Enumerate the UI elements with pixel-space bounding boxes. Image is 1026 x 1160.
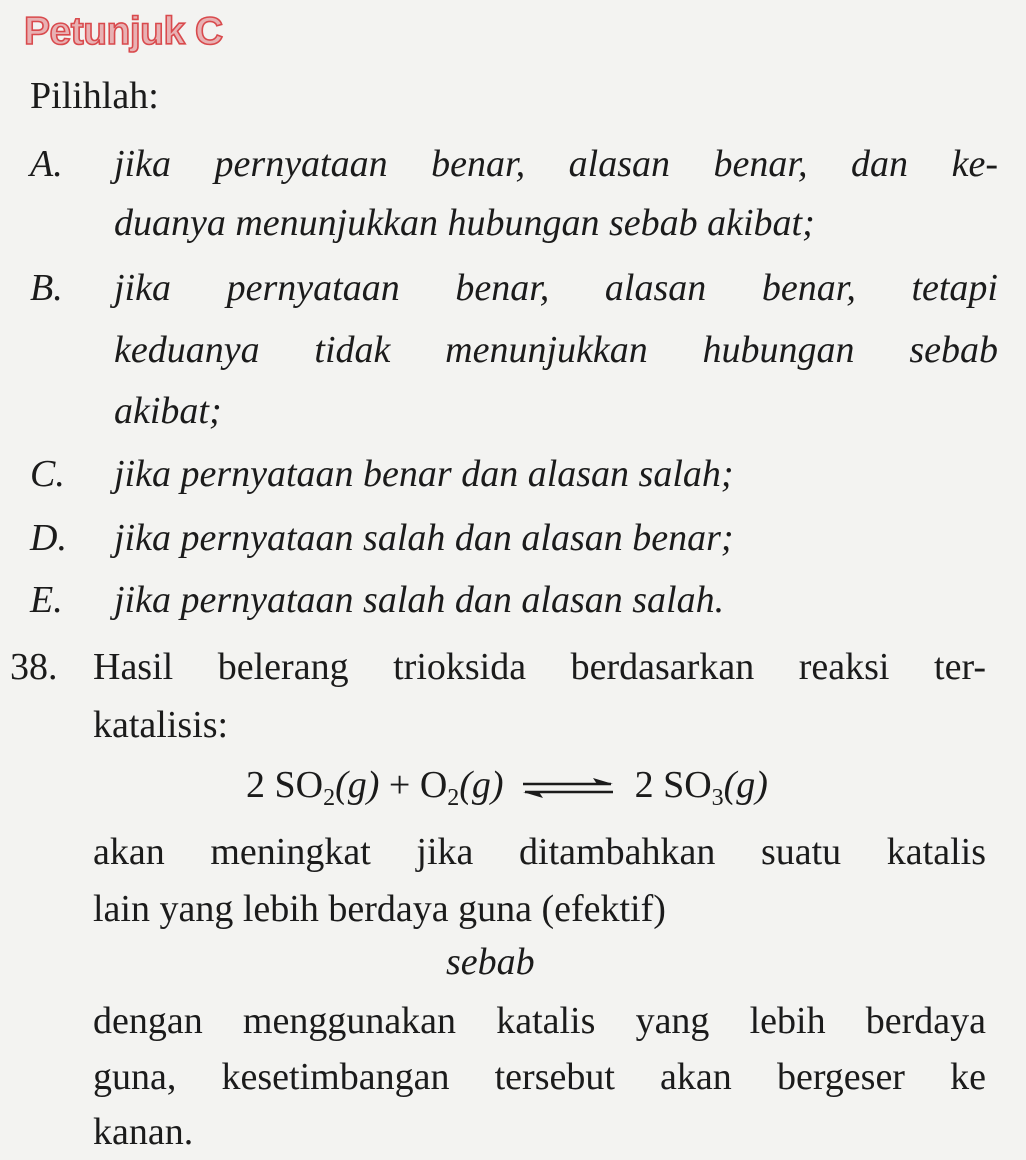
option-letter: A. — [30, 143, 63, 185]
reason-line-1: dengan menggunakan katalis yang lebih berdaya — [93, 1000, 986, 1042]
option-c-line-1: jika pernyataan benar dan alasan salah; — [114, 453, 734, 495]
question-stem-line-1: Hasil belerang trioksida berdasarkan reaksi ter- — [93, 646, 986, 688]
option-b-letter — [30, 266, 114, 310]
reactant-o2: + O — [379, 764, 448, 806]
equilibrium-arrow-icon — [521, 777, 615, 799]
option-a-line-2: duanya menunjukkan hubungan sebab akibat; — [114, 202, 815, 244]
reactant-so2: 2 SO — [246, 764, 324, 806]
statement-line-2: lain yang lebih berdaya guna (efektif) — [93, 888, 666, 930]
instruction-label: Pilihlah: — [30, 75, 159, 117]
option-letter: B. — [30, 267, 63, 309]
option-b-line-2: keduanya tidak menunjukkan hubungan sebab — [114, 329, 998, 371]
option-a-letter — [30, 142, 114, 186]
option-a-line-1: jika pernyataan benar, alasan benar, dan ke- — [114, 143, 998, 185]
option-e-line-1: jika pernyataan salah dan alasan salah. — [114, 579, 725, 621]
question-number: 38. — [10, 646, 58, 688]
section-heading: Petunjuk C — [24, 10, 223, 53]
reason-line-3: kanan. — [93, 1111, 194, 1153]
chemical-equation: 2 $SO_2(g) + O_2(g)$ 2 $SO_3(g)$ — [246, 764, 768, 811]
option-b-line-1: jika pernyataan benar, alasan benar, tetapi — [114, 267, 998, 309]
option-letter: D. — [30, 517, 67, 559]
product-so3: 2 SO — [634, 764, 712, 806]
option-letter: C. — [30, 453, 65, 495]
connector-word: sebab — [446, 941, 535, 983]
option-letter: E. — [30, 579, 63, 621]
option-d-letter — [30, 516, 114, 560]
reason-line-2: guna, kesetimbangan tersebut akan bergeser ke — [93, 1056, 986, 1098]
option-b-line-3: akibat; — [114, 390, 222, 432]
option-d-line-1: jika pernyataan salah dan alasan benar; — [114, 517, 734, 559]
option-c-letter — [30, 452, 114, 496]
question-stem-line-2: katalisis: — [93, 704, 229, 746]
statement-line-1: akan meningkat jika ditambahkan suatu katalis — [93, 831, 986, 873]
option-e-letter — [30, 578, 114, 622]
